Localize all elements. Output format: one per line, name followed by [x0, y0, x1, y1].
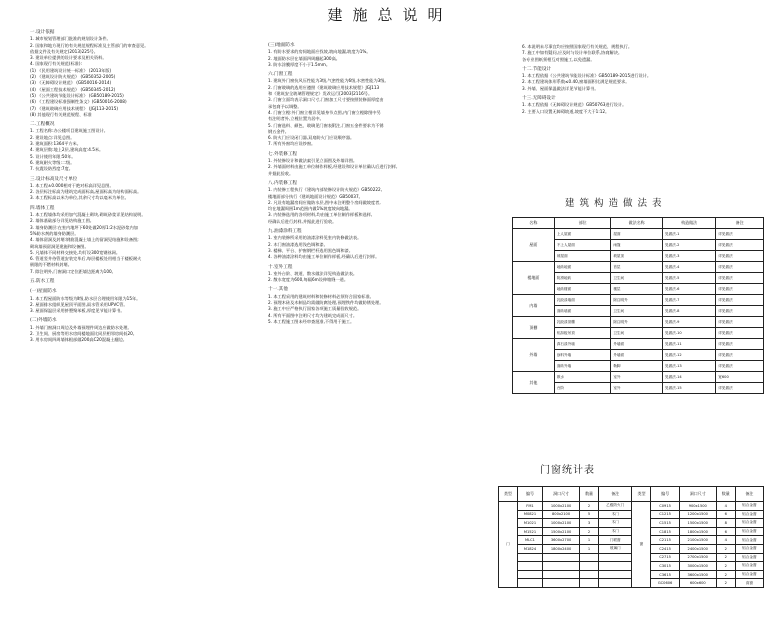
note-line: 1. 城市规划管理部门批准的规划设计条件。	[30, 36, 111, 42]
table-cell: 2700x1500	[679, 553, 716, 562]
section-heading: 九.油漆涂料工程	[268, 229, 302, 235]
table-cell	[517, 579, 542, 588]
note-line: 1. 有防水要求的房间地面应找坡,坡向地漏,坡度为1%。	[268, 49, 371, 55]
note-line: 2. 卫生间、厨房等用水房间楼地面比同层相邻房间低20。	[30, 331, 137, 337]
section-heading: (一)屋面防水	[30, 289, 57, 295]
category-cell: 顶棚	[513, 317, 555, 339]
note-line: 6. 管道竖井待管道安装完毕后,每层楼板处用相当于楼板耐火	[30, 256, 142, 262]
table-cell: 台阶	[554, 383, 611, 394]
table-cell: 1	[580, 544, 599, 553]
table-cell: 坡屋面	[554, 251, 611, 262]
table-cell: 见做法-8	[663, 306, 716, 317]
note-line: 7. 抗震设防烈度:7度。	[30, 166, 73, 172]
table-cell: 2	[716, 553, 735, 562]
table-cell: M1021	[517, 519, 542, 528]
note-line: 2. 预埋木砖及木制品均需做防腐处理,预埋铁件均做防锈处理。	[268, 299, 384, 305]
table-cell: 900x1500	[679, 502, 716, 511]
table-cell: 800x2100	[543, 510, 580, 519]
note-line: 和《建筑安全玻璃管理规定》发改运行[2003]2116号。	[268, 91, 373, 97]
table-cell: M1824	[517, 544, 542, 553]
note-line: 2. 各层标注标高为建筑完成面标高,屋面标高为结构面标高。	[30, 189, 142, 195]
table-row	[499, 553, 764, 562]
section-heading: 六.门窗工程	[268, 72, 293, 78]
note-line: 2. 屋面排水组织见屋顶平面图,雨水管采用UPVC管。	[30, 301, 128, 307]
note-line: 7. 除注明外,门窗洞口定位距墙边距离为100。	[30, 268, 116, 274]
note-line: 3. 用水房间四周墙体根部做200高C20混凝土翻边。	[30, 337, 127, 343]
door-table-title: 门窗统计表	[540, 465, 595, 476]
notes-column-2	[268, 43, 397, 325]
table-cell: 木门	[599, 527, 632, 536]
section-heading: 十.室外工程	[268, 264, 293, 270]
table-cell: 卫生间	[611, 273, 663, 284]
table-cell	[580, 579, 599, 588]
note-line: 2. 地面防水层在墙面四周翻起300高。	[268, 55, 340, 61]
note-line: 6. 本说明未尽事宜均应按照国家现行有关规范、规程执行。	[522, 44, 633, 49]
table-cell: 见做法-15	[663, 383, 716, 394]
table-cell: 2400x1500	[679, 544, 716, 553]
table-cell: 宽600	[716, 372, 764, 383]
section-heading: 十三.无障碍设计	[522, 96, 556, 102]
note-line: 2. 门窗玻璃的选用应遵照《建筑玻璃应用技术规程》JGJ113	[268, 84, 380, 90]
table-cell: 见做法-3	[663, 251, 716, 262]
table-cell: 1	[580, 536, 599, 545]
table-header-cell: 备注	[735, 487, 763, 502]
table-cell: 铝合金窗	[735, 570, 763, 579]
table-row	[513, 295, 764, 306]
section-heading: 十二.节能设计	[522, 66, 552, 72]
table-cell: C3615	[651, 570, 679, 579]
table-header-cell: 数量	[716, 487, 735, 502]
table-cell: 见做法-5	[663, 273, 716, 284]
table-cell: 见做法-2	[663, 240, 716, 251]
note-line: 1. 室内装修所采用的油漆涂料见室内装修做法表。	[268, 235, 362, 241]
table-cell: C3015	[651, 562, 679, 571]
note-line: (3) 《无障碍设计规范》 (GB50016-2014)	[30, 80, 112, 86]
note-line: 7. 施工中如有疑问,应及时与设计单位联系,协商解决。	[522, 50, 623, 56]
table-cell	[543, 579, 580, 588]
table-cell: 见做法-12	[663, 350, 716, 361]
table-cell	[599, 579, 632, 588]
table-cell: C1815	[651, 527, 679, 536]
section-heading: (三)地面防水	[268, 43, 295, 48]
table-cell: 详见做法	[716, 317, 764, 328]
note-line: 2. 墙体基础部分详见结构施工图。	[30, 218, 94, 224]
table-row	[513, 372, 764, 383]
table-cell: 详见做法	[716, 350, 764, 361]
table-cell: 3000x1500	[679, 562, 716, 571]
note-line: 均在地漏周围1m范围内做1%坡度坡向地漏。	[268, 206, 353, 212]
table-cell: FM1	[517, 502, 542, 511]
table-cell: 不上人屋面	[554, 240, 611, 251]
note-line: 5. 本工程施工图未经审查批准,不得用于施工。	[268, 318, 355, 324]
section-heading: 三.设计标高及尺寸单位	[30, 176, 78, 182]
note-line: 楼地面部分执行《建筑地面设计规范》GB50037。	[268, 193, 363, 199]
table-cell: 1800x1500	[679, 527, 716, 536]
table-cell: 铝合金窗	[735, 536, 763, 545]
table-cell: 铝扣板吊顶	[554, 328, 611, 339]
note-line: 1. 建筑外门窗抗风压性能为3级,气密性能为6级,水密性能为3级。	[268, 78, 389, 84]
section-heading: 一.设计依据	[30, 30, 55, 35]
table-header-cell: 做法名称	[611, 218, 663, 229]
table-cell: 屋面	[611, 229, 663, 240]
table-cell: 坡屋顶	[611, 251, 663, 262]
note-line: 4. 国家现行有关规范(标准):	[30, 61, 82, 67]
table-cell: GC0606	[651, 579, 679, 588]
note-line: 钢五金件。	[268, 128, 289, 134]
table-row	[499, 579, 764, 588]
table-cell: C2115	[651, 536, 679, 545]
note-line: (4) 《屋面工程技术规范》 (GB50345-2012)	[30, 86, 116, 92]
table-cell: 1200x1500	[679, 510, 716, 519]
table-row	[513, 262, 764, 273]
table-cell: 卫生间	[611, 306, 663, 317]
table-cell: 详见做法	[716, 295, 764, 306]
table-cell	[599, 562, 632, 571]
note-line: 1. 本工程采用的建筑材料和装修材料必须符合国家标准。	[268, 293, 374, 299]
section-heading: 四.墙体工程	[30, 205, 55, 211]
section-heading: 五.防水工程	[30, 278, 55, 284]
note-line: 1. 内装修工程执行《建筑内部装修设计防火规范》GB50222,	[268, 187, 383, 193]
table-cell: 6	[716, 527, 735, 536]
table-cell: C1215	[651, 510, 679, 519]
note-line: 3. 门窗立面均表示洞口尺寸,门窗加工尺寸要按照装修面厚度由	[268, 97, 384, 103]
note-line: 4. 所有平面图中注明尺寸均为建筑完成面尺寸。	[268, 312, 358, 318]
table-cell: 外墙面	[611, 350, 663, 361]
table-row	[513, 317, 764, 328]
table-row	[499, 536, 764, 545]
table-cell	[599, 570, 632, 579]
table-row	[499, 570, 764, 579]
note-line: 经确认后进行封样,并据此进行验收。	[268, 218, 337, 224]
table-cell: 详见做法	[716, 361, 764, 372]
category-cell: 外墙	[513, 339, 555, 372]
note-line: (2) 《建筑设计防火规范》 (GB50352-2005)	[30, 74, 116, 80]
table-cell: 3	[580, 519, 599, 528]
note-line: 3. 防水涂膜厚度不小于1.5mm。	[268, 61, 331, 67]
table-cell: 600x600	[679, 579, 716, 588]
table-cell: 铝合金窗	[735, 527, 763, 536]
note-line: 2. 本工程建筑体形系数≤0.40,窗墙面积比满足规范要求。	[522, 79, 630, 85]
category-cell: 其他	[513, 372, 555, 394]
table-cell: 1500x2100	[543, 527, 580, 536]
note-line: 2. 主要入口设置无障碍坡道,坡度不大于1:12。	[522, 108, 610, 114]
table-cell: 详见做法	[716, 240, 764, 251]
table-cell: 见做法-10	[663, 328, 716, 339]
table-row	[513, 229, 764, 240]
table-cell: 上人屋面	[554, 229, 611, 240]
table-cell: 2	[716, 570, 735, 579]
table-cell	[517, 553, 542, 562]
table-cell: M0821	[517, 510, 542, 519]
note-line: 承包商予以调整。	[268, 103, 302, 109]
note-line: 1. 本工程依据《无障碍设计规范》GB50763进行设计。	[522, 102, 627, 108]
table-cell	[543, 553, 580, 562]
table-cell: 见做法-4	[663, 262, 716, 273]
note-line: 砌筑墙预留洞见建施和设备图。	[30, 243, 89, 249]
table-cell: 乙级防火门	[599, 502, 632, 511]
table-cell: 真石漆外墙	[554, 339, 611, 350]
note-line: 3. 屋面保温层采用挤塑聚苯板,厚度见节能计算书。	[30, 308, 125, 314]
table-cell: 8	[716, 519, 735, 528]
table-cell	[543, 570, 580, 579]
table-cell: 6	[716, 510, 735, 519]
note-line: 各专业图纸须相互对照施工,以免遗漏。	[522, 56, 595, 62]
table-cell: 见做法-13	[663, 361, 716, 372]
table-cell	[580, 562, 599, 571]
note-line: (5) 《公共建筑节能设计标准》 (GB50189-2015)	[30, 92, 124, 98]
note-line: 4. 墙体留洞及封堵:钢筋混凝土墙上的留洞见结施和设备图;	[30, 237, 139, 243]
table-cell: 高窗	[735, 579, 763, 588]
table-cell: 2100x1500	[679, 536, 716, 545]
table-row	[499, 519, 764, 528]
table-cell: 2	[716, 579, 735, 588]
table-cell: 见做法-6	[663, 284, 716, 295]
table-cell: 室外	[611, 372, 663, 383]
note-line: 1. 本工程依据《公共建筑节能设计标准》GB50189-2015进行设计。	[522, 73, 652, 79]
table-header-cell: 编号	[651, 487, 679, 502]
table-row	[499, 562, 764, 571]
table-cell: MLC1	[517, 536, 542, 545]
note-line: 极限的不燃材料封堵。	[30, 262, 72, 268]
note-line: 有注明者外,立樘位置为居中。	[268, 116, 324, 122]
note-line: 1. 本工程屋面防水等级为Ⅱ级,防水层合理使用年限为15年。	[30, 295, 141, 301]
table-header-cell: 洞口尺寸	[543, 487, 580, 502]
note-line: 1. 本工程±0.000相对于绝对标高详见总图。	[30, 182, 114, 188]
note-line: 1. 工程名称:办公楼项目建筑施工图设计。	[30, 128, 108, 134]
table-header-cell: 备注	[599, 487, 632, 502]
table-cell: 见做法-9	[663, 317, 716, 328]
table-cell: 首层	[611, 262, 663, 273]
table-cell: 面砖外墙	[554, 361, 611, 372]
note-line: 6. 建筑耐火等级:二级。	[30, 159, 75, 165]
note-line: 3. 建筑面积:1364平方米。	[30, 141, 81, 147]
table-cell: 2	[580, 527, 599, 536]
table-cell: 涂料外墙	[554, 350, 611, 361]
note-line: 4. 各种油漆涂料均由施工单位制作样板,经确认后进行封样。	[268, 254, 380, 260]
construction-table	[512, 217, 764, 394]
note-line: (7) 《建筑玻璃应用技术规程》 (JGJ113-2015)	[30, 105, 118, 111]
note-line: 4. 门窗立樘:外门窗立樘详见墙身节点图,内门窗立樘除图中另	[268, 109, 381, 115]
page-title: 建施总说明	[327, 6, 453, 24]
notes-column-3	[522, 44, 651, 115]
note-line: (6) 《工程建设标准强制性条文》(GB50016-2008)	[30, 99, 127, 105]
table-cell: 木门	[599, 519, 632, 528]
table-cell: 室外	[611, 383, 663, 394]
note-line: 2. 散水宽度为600,每隔6m设伸缩缝一道。	[268, 277, 349, 283]
table-cell: 详见做法	[716, 383, 764, 394]
table-cell: 1800x2400	[543, 544, 580, 553]
category-cell: 窗	[632, 502, 651, 588]
note-line: 3. 内装修选用的各项材料,均由施工单位制作样板和选样,	[268, 212, 373, 218]
note-line: 5. 设计使用年限:50年。	[30, 153, 76, 159]
table-cell: 详见做法	[716, 339, 764, 350]
note-line: 3. 建设单位提供的设计要求及相关资料。	[30, 55, 107, 61]
table-cell: 详见做法	[716, 262, 764, 273]
table-cell: 外墙面	[611, 339, 663, 350]
table-cell: 铝合金窗	[735, 544, 763, 553]
table-cell: 详见做法	[716, 306, 764, 317]
table-header-cell: 类型	[499, 487, 518, 502]
table-cell: 见做法-14	[663, 372, 716, 383]
note-line: 4. 建筑层数:地上2层,建筑高度:4.5米。	[30, 147, 104, 153]
table-cell	[517, 562, 542, 571]
table-cell: 详见做法	[716, 273, 764, 284]
note-line: 依据文件及有关规定(2013)225号。	[30, 48, 98, 54]
note-line: (8) 其他现行有关规范规程、标准	[30, 111, 92, 117]
table-cell	[543, 562, 580, 571]
table-cell: 详见做法	[716, 284, 764, 295]
table-cell: 1000x2100	[543, 502, 580, 511]
door-window-table	[498, 486, 764, 588]
table-row	[499, 544, 764, 553]
table-cell: 2	[716, 544, 735, 553]
section-heading: 二.工程概况	[30, 122, 55, 128]
table-cell	[580, 570, 599, 579]
table-cell: 见做法-11	[663, 339, 716, 350]
table-cell: 4	[716, 502, 735, 511]
note-line: 1. 外装修设计和做法索引见立面图及外墙详图。	[268, 158, 358, 164]
note-line: 6. 防火门应设闭门器,双扇防火门应设顺序器。	[268, 135, 355, 141]
table-cell: 见做法-7	[663, 295, 716, 306]
note-line: 2. 外墙面材料由施工单位制作样板,经建设和设计单位确认后进行封样,	[268, 164, 398, 170]
table-cell: 5	[580, 510, 599, 519]
table-cell: 1500x1500	[679, 519, 716, 528]
table-cell: 1000x2100	[543, 519, 580, 528]
note-line: 2. 国家和地方现行的有关规范规程标准及主管部门的审查意见。	[30, 42, 149, 48]
section-heading: 七.外装修工程	[268, 151, 298, 157]
note-line: 3. 本工程标高以米为单位,其余尺寸均以毫米为单位。	[30, 195, 129, 201]
table-cell: 楼层	[611, 284, 663, 295]
note-line: 2. 木门窗油漆选用浅色调和漆。	[268, 241, 328, 247]
table-cell: 地砖楼面	[554, 284, 611, 295]
table-header-cell: 备注	[716, 218, 764, 229]
table-cell: 铝合金窗	[735, 502, 763, 511]
note-line: 1. 外墙门窗洞口周边及外墙预埋件周边应做防水处理。	[30, 324, 132, 330]
table-cell: 除注明外	[611, 317, 663, 328]
note-line: 3. 施工中应严格执行国家各项施工质量验收规范。	[268, 306, 362, 312]
note-line: 1. 室外台阶、坡道、散水做法详见构造做法表。	[268, 270, 358, 276]
table-cell: 卫生间	[611, 328, 663, 339]
table-cell: 3600x2700	[543, 536, 580, 545]
table-cell: C0915	[651, 502, 679, 511]
table-cell: 乳胶漆墙面	[554, 295, 611, 306]
table-cell: 详见做法	[716, 251, 764, 262]
table-cell: C1515	[651, 519, 679, 528]
section-heading: (二)外墙防水	[30, 318, 57, 324]
table-cell: 勒脚	[611, 361, 663, 372]
table-cell: 详见做法	[716, 328, 764, 339]
table-cell: 玻璃门	[599, 544, 632, 553]
table-cell: 面砖墙面	[554, 306, 611, 317]
table-cell: 防滑地砖	[554, 273, 611, 284]
table-cell: 3600x1500	[679, 570, 716, 579]
table-cell: 散水	[554, 372, 611, 383]
table-cell: 2	[716, 562, 735, 571]
category-cell: 屋面	[513, 229, 555, 262]
table-cell: M1521	[517, 527, 542, 536]
table-header-cell: 部位	[554, 218, 611, 229]
note-line: 并据此验收。	[268, 170, 294, 176]
note-line: 3. 楼梯、平台、护窗钢栏杆选用黑色调和漆。	[268, 247, 353, 253]
table-cell: C2715	[651, 553, 679, 562]
table-cell: 铝合金窗	[735, 553, 763, 562]
table-row	[499, 510, 764, 519]
table-header-cell: 名称	[513, 218, 555, 229]
section-heading: 八.内装修工程	[268, 180, 298, 186]
table-header-cell: 洞口尺寸	[679, 487, 716, 502]
note-line: 3. 墙身防潮层:在室内地坪下60处做20厚1:2水泥砂浆内加	[30, 224, 138, 230]
table-cell: 2	[580, 502, 599, 511]
table-cell: 4	[716, 536, 735, 545]
table-cell: 详见做法	[716, 229, 764, 240]
table-cell: 铝合金窗	[735, 562, 763, 571]
table-cell: C2415	[651, 544, 679, 553]
table-cell: 地砖地面	[554, 262, 611, 273]
table-cell: 雨篷	[611, 240, 663, 251]
table-cell	[517, 570, 542, 579]
note-line: 2. 建设地点:详见总图。	[30, 134, 75, 140]
category-cell: 门	[499, 502, 518, 588]
section-heading: 十一.其他	[268, 287, 288, 293]
table-cell	[599, 553, 632, 562]
category-cell: 内墙	[513, 295, 555, 317]
construction-table-title: 建筑构造做法表	[565, 198, 667, 209]
table-row	[499, 502, 764, 511]
table-header-cell: 类型	[632, 487, 651, 502]
table-row	[499, 527, 764, 536]
table-cell: 门联窗	[599, 536, 632, 545]
note-line: (1) 《民用建筑设计统一标准》 (2013年版)	[30, 67, 112, 73]
table-header-cell: 数量	[580, 487, 599, 502]
note-line: 5. 门窗选料、颜色、玻璃见门窗表附注,门窗五金件要求为不锈	[268, 122, 384, 128]
table-cell: 铝合金窗	[735, 510, 763, 519]
category-cell: 楼地面	[513, 262, 555, 295]
note-line: 5. 凡墙体不同材料交接处,均钉设300宽钢丝网。	[30, 249, 121, 255]
note-line: 3. 外墙、屋面保温做法详见节能计算书。	[522, 85, 599, 91]
notes-column-1	[30, 30, 148, 344]
table-cell	[580, 553, 599, 562]
table-cell: 木门	[599, 510, 632, 519]
table-cell: 铝合金窗	[735, 519, 763, 528]
note-line: 1. 本工程墙体均采用加气混凝土砌块,砌筑砂浆详见结构说明。	[30, 212, 146, 218]
note-line: 7. 所有外窗均应设纱窗。	[268, 141, 316, 147]
table-row	[513, 339, 764, 350]
note-line: 2. 凡设有地漏房间应做防水层,图中未注明整个房间做坡度者,	[268, 199, 381, 205]
table-cell: 乳胶漆顶棚	[554, 317, 611, 328]
table-cell: 除注明外	[611, 295, 663, 306]
table-cell: 见做法-1	[663, 229, 716, 240]
note-line: 5%防水剂的墙身防潮层。	[30, 230, 79, 236]
table-header-cell: 构造做法	[663, 218, 716, 229]
table-header-cell: 编号	[517, 487, 542, 502]
